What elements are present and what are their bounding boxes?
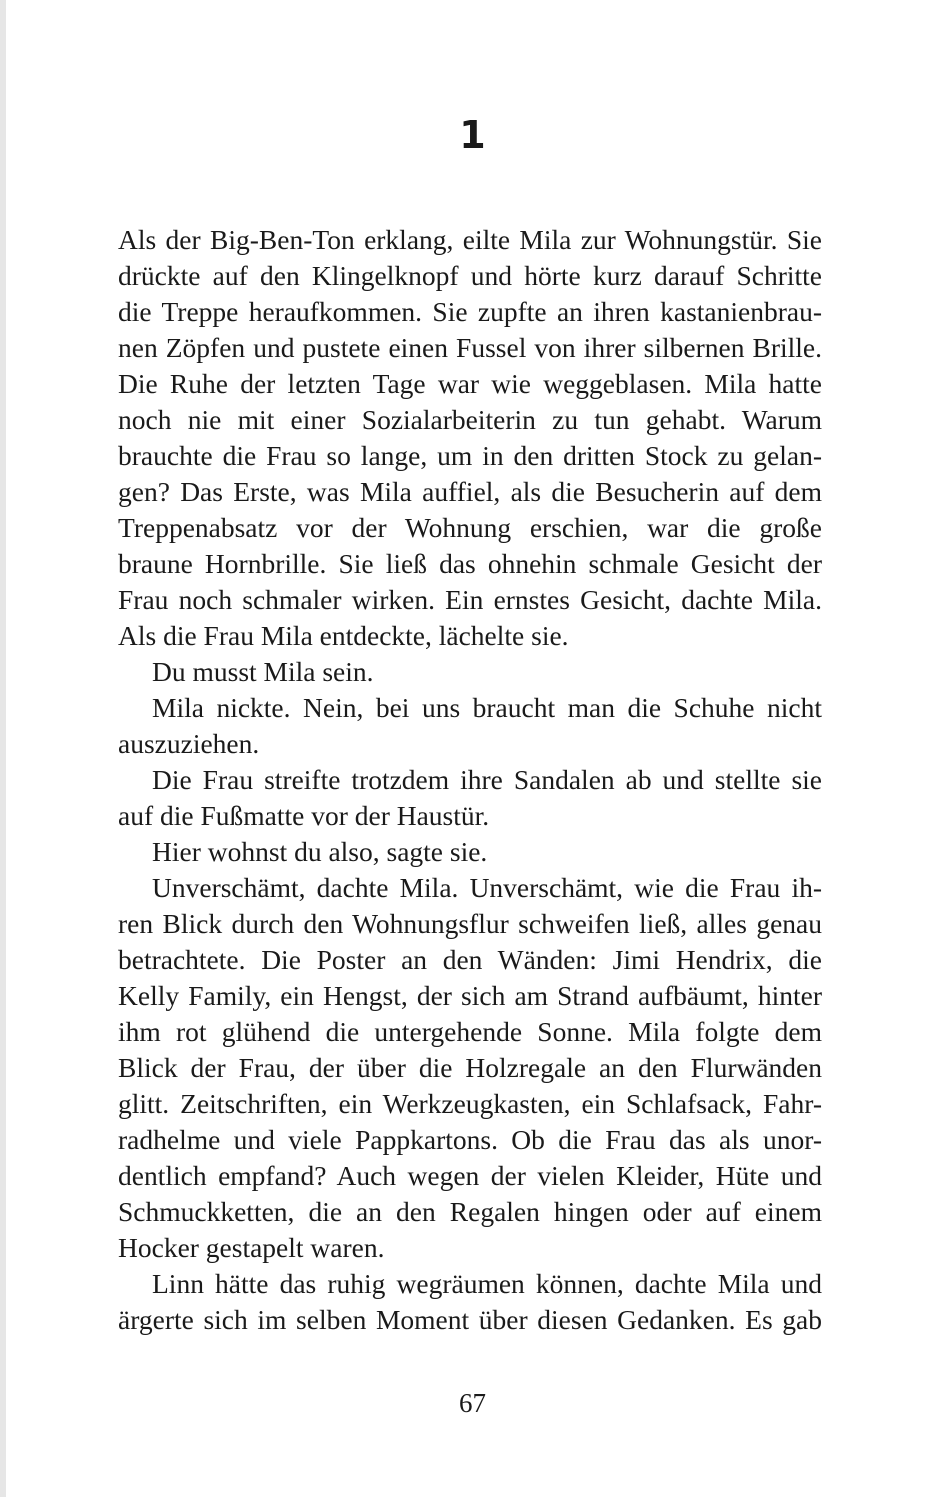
text-line: Hier wohnst du also, sagte sie. bbox=[152, 836, 488, 867]
text-line: Linn hätte das ruhig wegräumen können, dachte Mila und bbox=[152, 1268, 822, 1299]
text-line: Blick der Frau, der über die Holzregale an den Flurwänden bbox=[118, 1052, 822, 1083]
text-line: ihm rot glühend die untergehende Sonne. Mila folgte dem bbox=[118, 1016, 822, 1047]
text-line: Schmuckketten, die an den Regalen hingen oder auf einem bbox=[118, 1196, 822, 1227]
text-line: brauchte die Frau so lange, um in den dritten Stock zu gelan- bbox=[118, 440, 822, 471]
text-line: Hocker gestapelt waren. bbox=[118, 1232, 385, 1263]
text-line: auf die Fußmatte vor der Haustür. bbox=[118, 800, 490, 831]
text-line: braune Hornbrille. Sie ließ das ohnehin schmale Gesicht der bbox=[118, 548, 822, 579]
text-line: Die Ruhe der letzten Tage war wie weggeblasen. Mila hatte bbox=[118, 368, 822, 399]
text-line: Als der Big-Ben-Ton erklang, eilte Mila zur Wohnungstür. Sie bbox=[118, 224, 822, 255]
text-line: auszuziehen. bbox=[118, 728, 260, 759]
page-number: 67 bbox=[459, 1388, 486, 1418]
text-line: Du musst Mila sein. bbox=[152, 656, 374, 687]
text-line: Mila nickte. Nein, bei uns braucht man die Schuhe nicht bbox=[152, 692, 822, 723]
page-edge bbox=[0, 0, 6, 1497]
text-line: Treppenabsatz vor der Wohnung erschien, war die große bbox=[118, 512, 822, 543]
text-line: Die Frau streifte trotzdem ihre Sandalen ab und stellte sie bbox=[152, 764, 822, 795]
text-line: glitt. Zeitschriften, ein Werkzeugkasten, ein Schlafsack, Fahr- bbox=[118, 1088, 822, 1119]
text-line: ren Blick durch den Wohnungsflur schweifen ließ, alles genau bbox=[118, 908, 822, 939]
text-line: drückte auf den Klingelknopf und hörte kurz darauf Schritte bbox=[118, 260, 822, 291]
chapter-number: 1 bbox=[459, 113, 486, 157]
text-line: Kelly Family, ein Hengst, der sich am Strand aufbäumt, hinter bbox=[118, 980, 822, 1011]
text-line: Frau noch schmaler wirken. Ein ernstes Gesicht, dachte Mila. bbox=[118, 584, 822, 615]
text-line: ärgerte sich im selben Moment über diesen Gedanken. Es gab bbox=[118, 1304, 822, 1335]
text-line: Unverschämt, dachte Mila. Unverschämt, wie die Frau ih- bbox=[152, 872, 822, 903]
text-line: dentlich empfand? Auch wegen der vielen Kleider, Hüte und bbox=[118, 1160, 822, 1191]
text-line: die Treppe heraufkommen. Sie zupfte an ihren kastanienbrau- bbox=[118, 296, 822, 327]
text-line: betrachtete. Die Poster an den Wänden: Jimi Hendrix, die bbox=[118, 944, 822, 975]
body-text bbox=[118, 222, 822, 1338]
text-line: nen Zöpfen und pustete einen Fussel von ihrer silbernen Brille. bbox=[118, 332, 822, 363]
text-line: radhelme und viele Pappkartons. Ob die Frau das als unor- bbox=[118, 1124, 822, 1155]
text-line: Als die Frau Mila entdeckte, lächelte sie. bbox=[118, 620, 569, 651]
text-line: noch nie mit einer Sozialarbeiterin zu tun gehabt. Warum bbox=[118, 404, 822, 435]
text-line: gen? Das Erste, was Mila auffiel, als die Besucherin auf dem bbox=[118, 476, 822, 507]
